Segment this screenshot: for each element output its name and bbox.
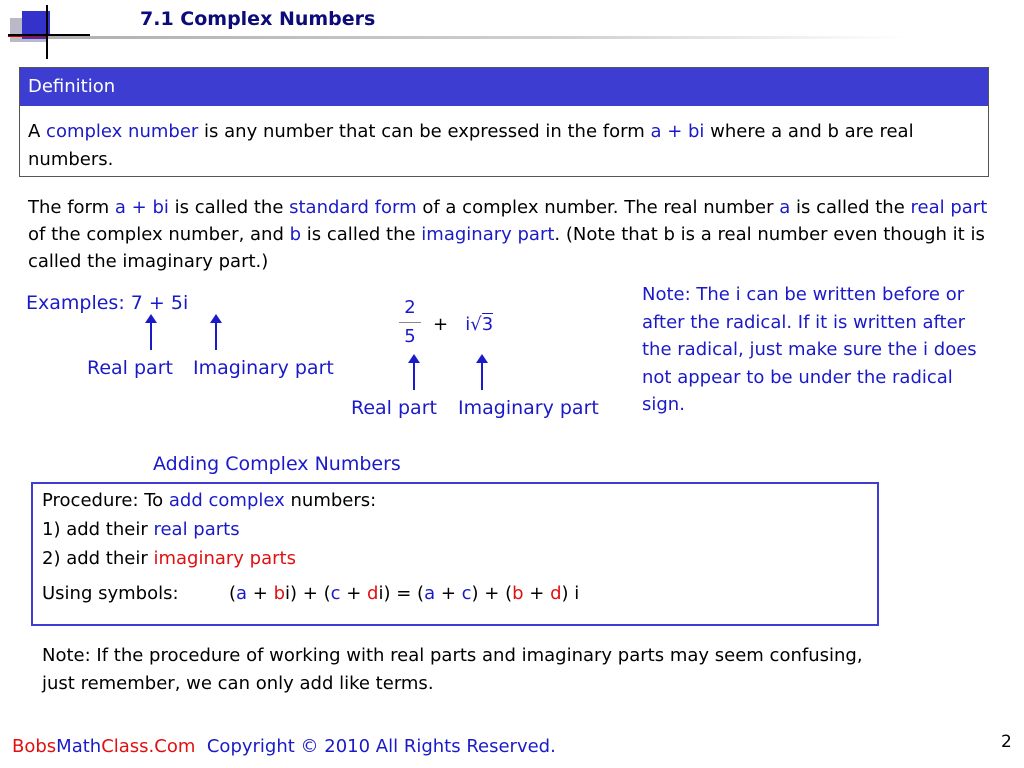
title-underline <box>48 36 908 39</box>
symbols-label: Using symbols: <box>42 583 179 604</box>
example-2-imaginary-label: Imaginary part <box>458 397 599 419</box>
arrow-up-icon <box>150 322 152 350</box>
example-2-real-label: Real part <box>351 397 437 419</box>
arrow-up-icon <box>481 362 483 390</box>
logo-vertical-line <box>46 5 48 59</box>
arrow-up-icon <box>413 362 415 390</box>
definition-heading: Definition <box>20 68 988 106</box>
radical-note: Note: The i can be written before or after the radical. If it is written after the radical, just make sure the i does not appear to be under the radical sign. <box>642 284 977 415</box>
procedure-intro: Procedure: To add complex numbers: <box>42 490 377 511</box>
term-complex-number: complex number <box>46 121 199 142</box>
brand-bobs: Bobs <box>12 736 57 757</box>
procedure-step-2: 2) add their imaginary parts <box>42 548 296 569</box>
radical-icon: √ <box>470 314 482 335</box>
fraction-two-fifths: 2 5 <box>399 296 421 349</box>
adding-section-title: Adding Complex Numbers <box>153 453 401 475</box>
copyright-text: Copyright © 2010 All Rights Reserved. <box>206 736 556 757</box>
brand-math: Math <box>56 736 102 757</box>
symbolic-formula: (a + bi) + (c + di) = (a + c) + (b + d) i <box>229 583 580 604</box>
example-1-expression: Examples: 7 + 5i <box>26 292 189 314</box>
example-2-imaginary-term: + i√3 <box>433 314 494 335</box>
example-1-real-label: Real part <box>87 357 173 379</box>
brand-class: Class.Com <box>101 736 196 757</box>
like-terms-note: Note: If the procedure of working with real parts and imaginary parts may seem confusing, just remember, we can only add like terms. <box>42 645 863 694</box>
term-imaginary-part: imaginary part <box>421 224 555 245</box>
term-real-part: real part <box>910 197 988 218</box>
form-a-plus-bi: a + bi <box>650 121 705 142</box>
page-number: 2 <box>1001 732 1012 752</box>
term-standard-form: standard form <box>289 197 417 218</box>
example-1-imaginary-label: Imaginary part <box>193 357 334 379</box>
procedure-step-1: 1) add their real parts <box>42 519 240 540</box>
slide-title: 7.1 Complex Numbers <box>140 8 376 30</box>
definition-text: A complex number is any number that can be expressed in the form a + bi where a and b are real numbers. <box>28 121 914 170</box>
arrow-up-icon <box>215 322 217 350</box>
footer <box>12 736 556 757</box>
standard-form-paragraph: The form a + bi is called the standard form of a complex number. The real number a is called the real part of the complex number, and b is called the imaginary part. (Note that b is a real number even though it is called the imaginary part.) <box>28 197 988 272</box>
